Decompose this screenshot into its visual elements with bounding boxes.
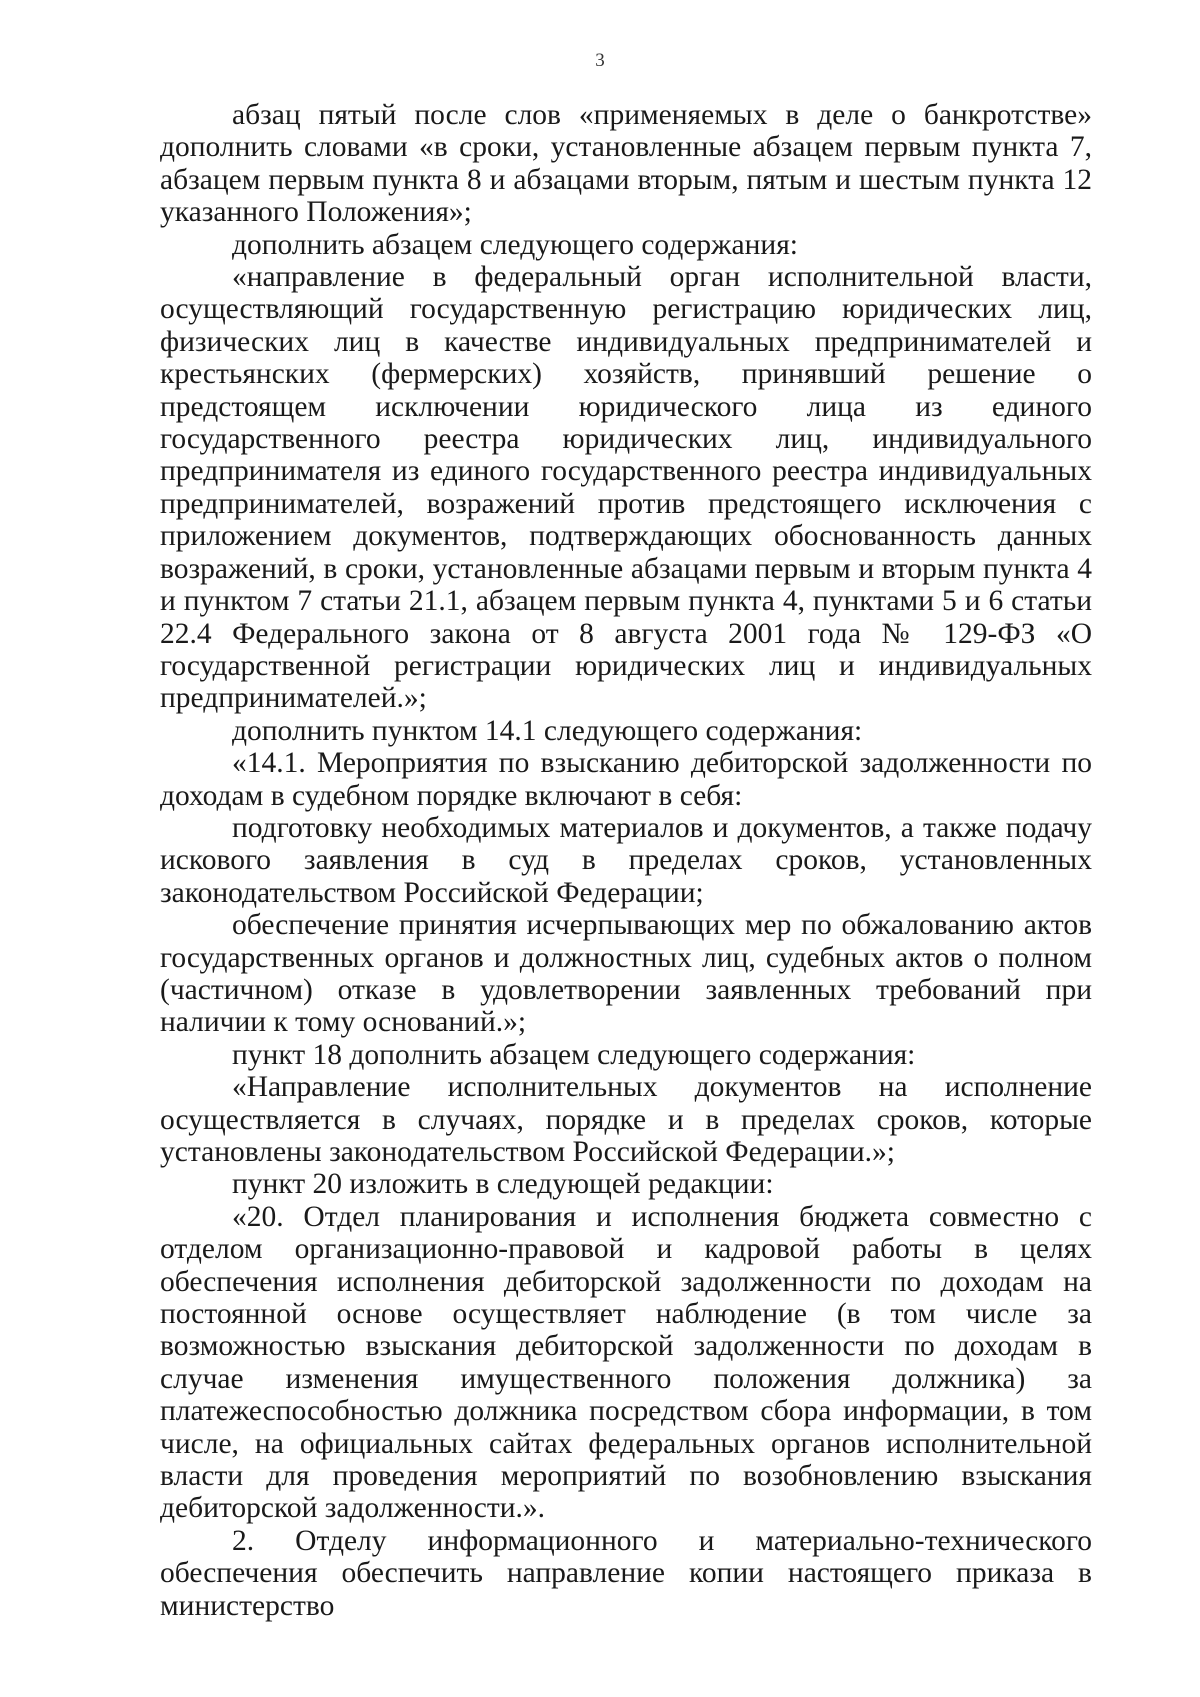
paragraph-point-20: «20. Отдел планирования и исполнения бюджета совместно с отделом организационно-правовой и кадровой работы в целях обеспечения исполнения дебиторской задолженности по доходам на постоянной основе осуществляет наблюдение (в том числе за возможностью взыскания дебиторской задолженности по доходам в случае изменения имущественного положения должника) за платежеспособностью должника посредством сбора информации, в том числе, на официальных сайтах федеральных органов исполнительной власти для проведения мероприятий по возобновлению взыскания дебиторской задолженности.». bbox=[160, 1200, 1092, 1525]
page-number: 3 bbox=[595, 50, 605, 71]
paragraph-objection-direction: «направление в федеральный орган исполнительной власти, осуществляющий государственную регистрацию юридических лиц, физических лиц в качестве индивидуальных предпринимателей и крестьянских (фермерских) хозяйств, принявший решение о предстоящем исключении юридического лица из единого государственного реестра юридических лиц, индивидуального предпринимателя из единого государственного реестра индивидуальных предпринимателей, возражений против предстоящего исключения с приложением документов, подтверждающих обоснованность данных возражений, в сроки, установленные абзацами первым и вторым пункта 4 и пунктом 7 статьи 21.1, абзацем первым пункта 4, пунктами 5 и 6 статьи 22.4 Федерального закона от 8 августа 2001 года № 129-ФЗ «О государственной регистрации юридических лиц и индивидуальных предпринимателей.»; bbox=[160, 261, 1092, 715]
paragraph-point-14-1: «14.1. Мероприятия по взысканию дебиторской задолженности по доходам в судебном порядке включают в себя: bbox=[160, 747, 1092, 812]
paragraph-add-point-14-1-intro: дополнить пунктом 14.1 следующего содержания: bbox=[232, 714, 863, 747]
paragraph-amendment-para5: абзац пятый после слов «применяемых в деле о банкротстве» дополнить словами «в сроки, установленные абзацем первым пункта 7, абзацем первым пункта 8 и абзацами вторым, пятым и шестым пункта 12 указанного Положения»; bbox=[160, 99, 1092, 229]
paragraph-point-20-intro: пункт 20 изложить в следующей редакции: bbox=[232, 1168, 774, 1201]
paragraph-preparation-materials: подготовку необходимых материалов и документов, а также подачу искового заявления в суд в пределах сроков, установленных законодательством Российской Федерации; bbox=[160, 811, 1092, 909]
paragraph-add-clause-intro: дополнить абзацем следующего содержания: bbox=[232, 228, 798, 261]
paragraph-appeal-measures: обеспечение принятия исчерпывающих мер по обжалованию актов государственных органов и должностных лиц, судебных актов о полном (частичном) отказе в удовлетворении заявленных требований при наличии к тому оснований.»; bbox=[160, 909, 1092, 1039]
paragraph-point-18-intro: пункт 18 дополнить абзацем следующего содержания: bbox=[232, 1038, 916, 1071]
paragraph-item-2: 2. Отделу информационного и материально-технического обеспечения обеспечить направление копии настоящего приказа в министерство bbox=[160, 1524, 1092, 1622]
document-body bbox=[160, 99, 1092, 1622]
paragraph-enforcement-documents: «Направление исполнительных документов на исполнение осуществляется в случаях, порядке и в пределах сроков, которые установлены законодательством Российской Федерации.»; bbox=[160, 1071, 1092, 1168]
